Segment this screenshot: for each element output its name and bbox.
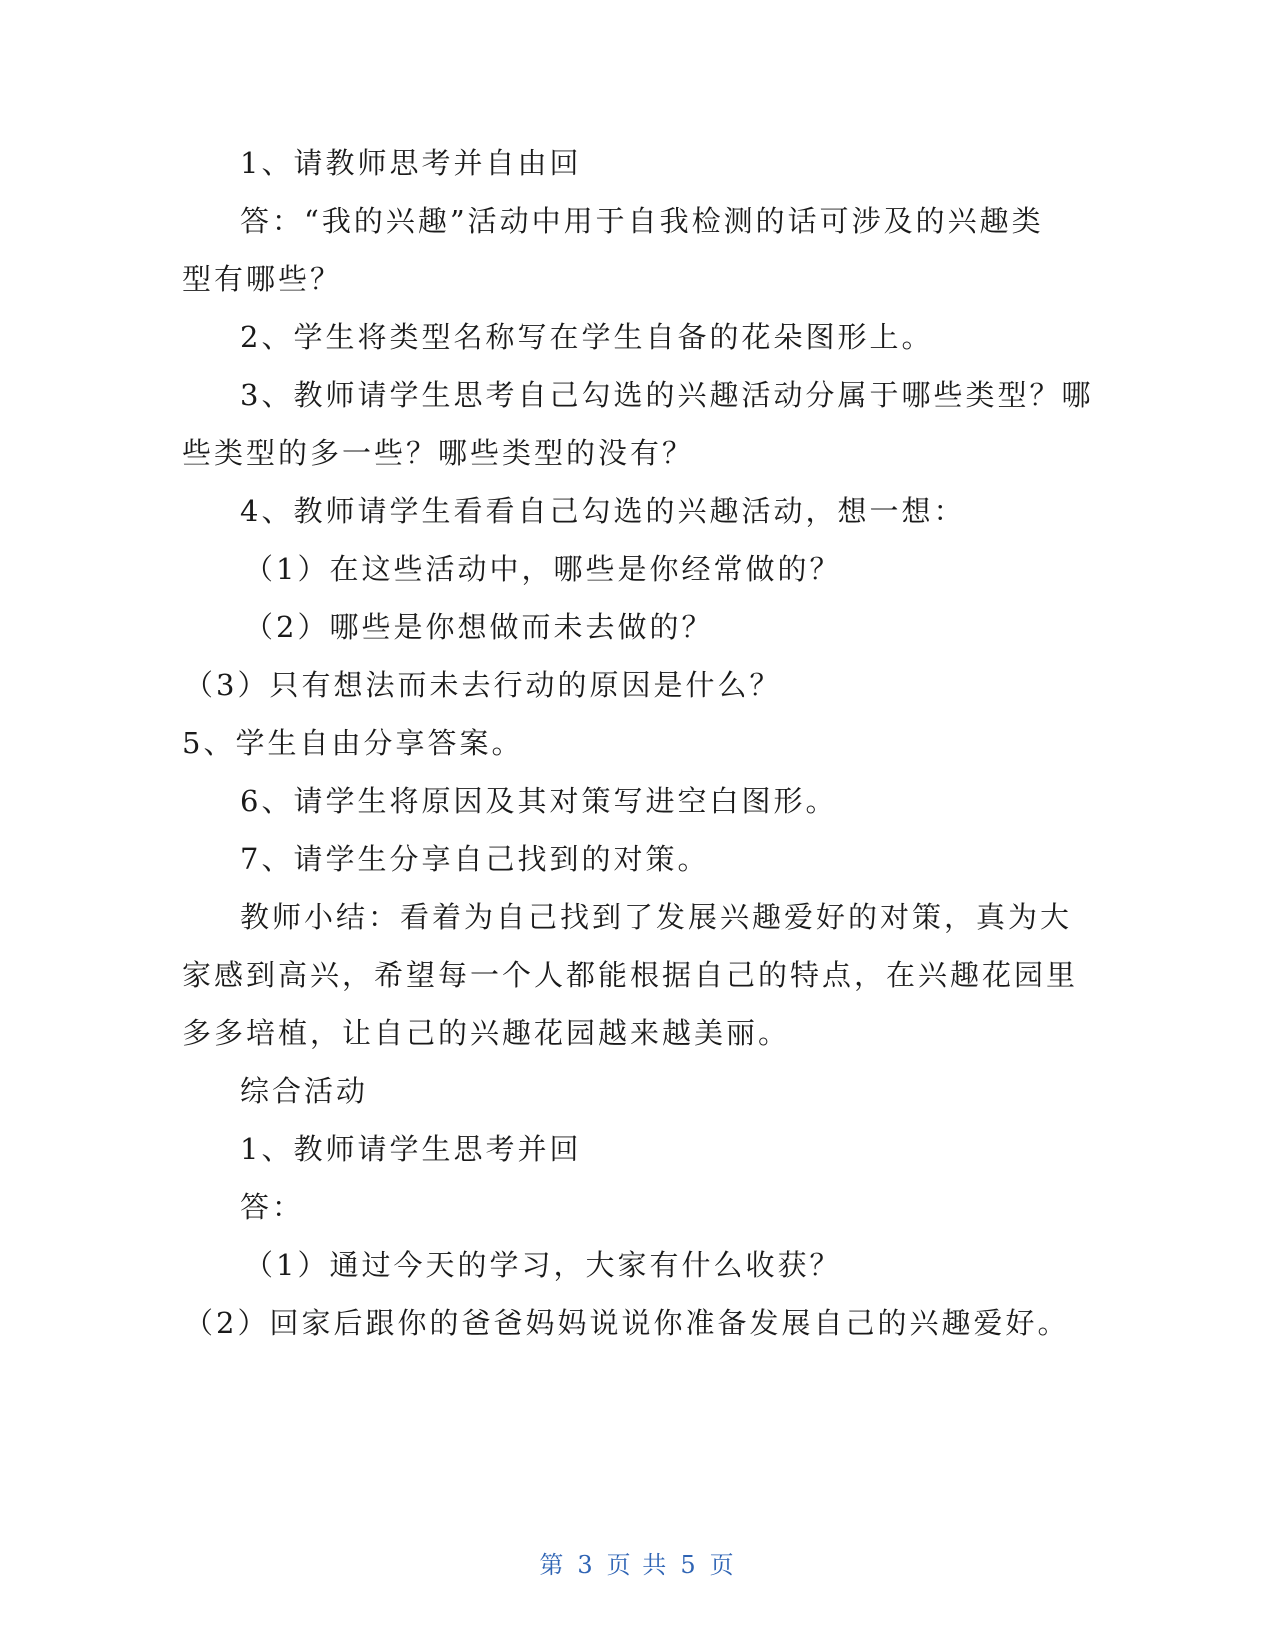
paragraph-line: （2）回家后跟你的爸爸妈妈说说你准备发展自己的兴趣爱好。	[184, 1306, 1070, 1340]
section-heading: 综合活动	[240, 1074, 369, 1108]
total-pages-number: 5	[680, 1551, 698, 1579]
paragraph-line: 5、学生自由分享答案。	[182, 726, 524, 760]
paragraph-line: 些类型的多一些？哪些类型的没有？	[182, 436, 695, 470]
paragraph-line: 4、教师请学生看看自己勾选的兴趣活动，想一想：	[240, 494, 966, 528]
paragraph-line: 1、教师请学生思考并回	[240, 1132, 582, 1166]
paragraph-line: （3）只有想法而未去行动的原因是什么？	[184, 668, 782, 702]
paragraph-line: 1、请教师思考并自由回	[240, 146, 582, 180]
paragraph-line: 7、请学生分享自己找到的对策。	[240, 842, 710, 876]
page-label-mid: 页 共	[606, 1551, 669, 1579]
paragraph-line: 3、教师请学生思考自己勾选的兴趣活动分属于哪些类型？哪	[240, 378, 1094, 412]
paragraph-line: （1）通过今天的学习，大家有什么收获？	[244, 1248, 842, 1282]
paragraph-line: 答：	[240, 1190, 305, 1224]
paragraph-line: 6、请学生将原因及其对策写进空白图形。	[240, 784, 838, 818]
page-label-prefix: 第	[539, 1551, 566, 1579]
page-label-suffix: 页	[709, 1551, 736, 1579]
paragraph-line: （2）哪些是你想做而未去做的？	[244, 610, 714, 644]
current-page-number: 3	[577, 1551, 595, 1579]
paragraph-line: 教师小结：看着为自己找到了发展兴趣爱好的对策，真为大	[240, 900, 1073, 934]
paragraph-line: 家感到高兴，希望每一个人都能根据自己的特点，在兴趣花园里	[182, 958, 1079, 992]
paragraph-line: 2、学生将类型名称写在学生自备的花朵图形上。	[240, 320, 934, 354]
paragraph-line: 多多培植，让自己的兴趣花园越来越美丽。	[182, 1016, 791, 1050]
paragraph-line: 答：“我的兴趣”活动中用于自我检测的话可涉及的兴趣类	[240, 204, 1044, 238]
paragraph-line: 型有哪些？	[182, 262, 343, 296]
paragraph-line: （1）在这些活动中，哪些是你经常做的？	[244, 552, 842, 586]
page-footer	[0, 1545, 1275, 1580]
